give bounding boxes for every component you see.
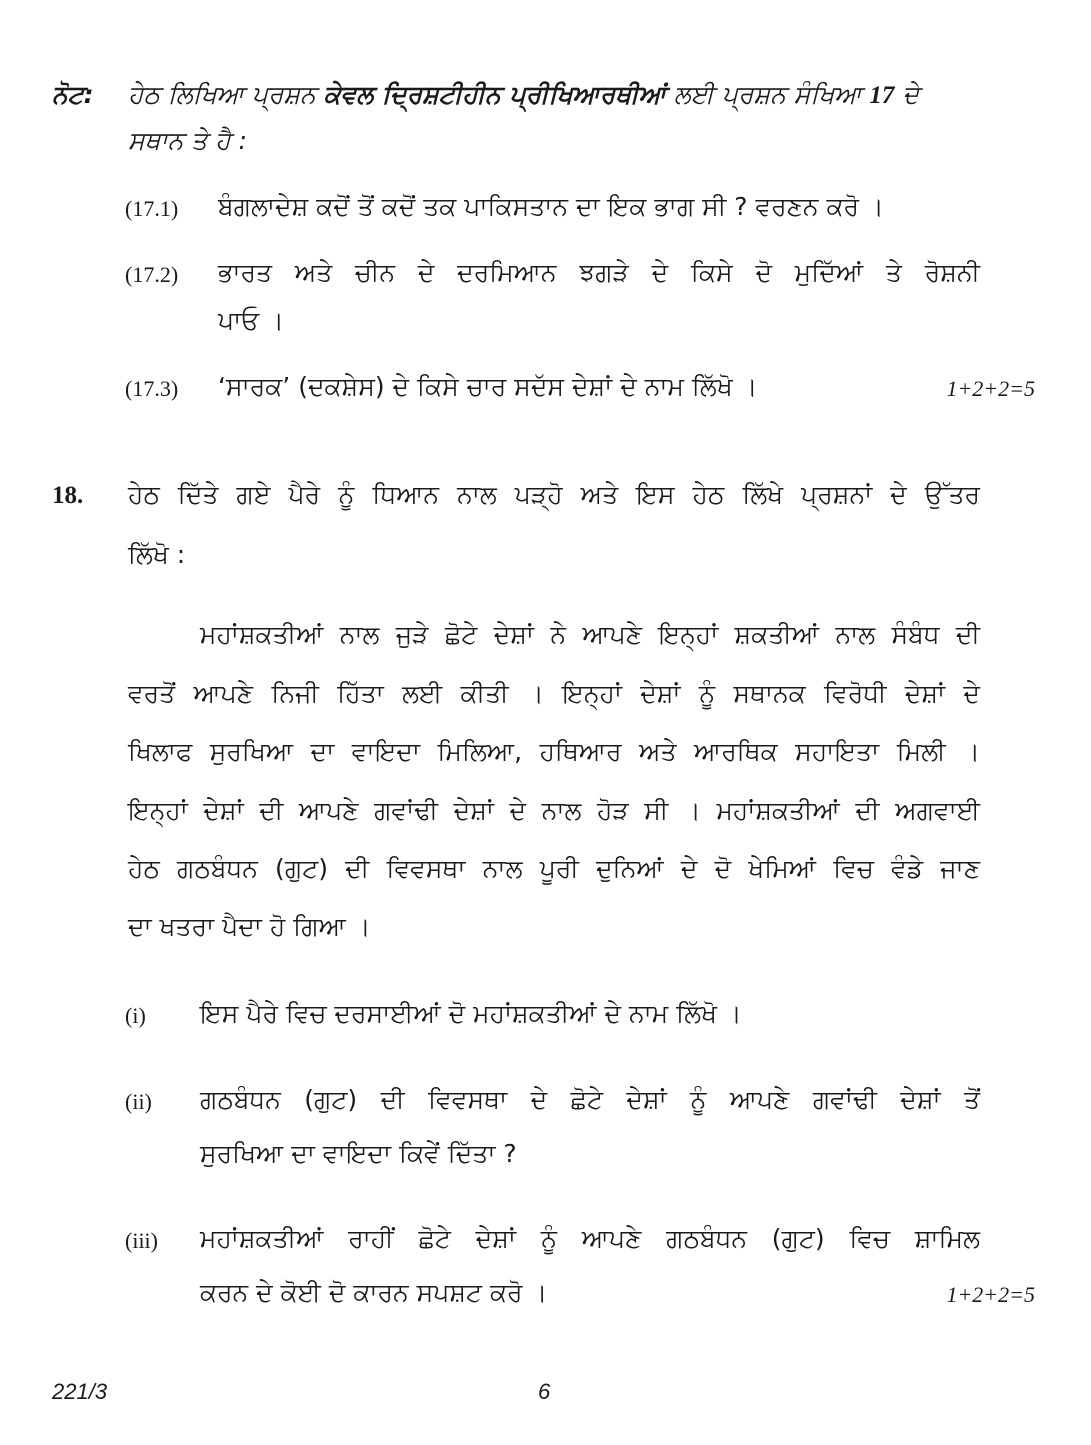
q18-number: 18. bbox=[52, 482, 84, 509]
passage-line-6: ਦਾ ਖਤਰਾ ਪੈਦਾ ਹੋ ਗਿਆ । bbox=[128, 912, 371, 941]
q17-2-text-line-2: ਪਾਓ । bbox=[218, 306, 284, 335]
paper-code: 221/3 bbox=[52, 1379, 108, 1404]
q18-i-number: (i) bbox=[125, 1003, 146, 1028]
note-text-end: ਲਈ ਪ੍ਰਸ਼ਨ ਸੰਖਿਆ bbox=[673, 80, 862, 109]
note-text-bold: ਕੇਵਲ ਦ੍ਰਿਸ਼ਟੀਹੀਨ ਪ੍ਰੀਖਿਆਰਥੀਆਂ bbox=[323, 80, 666, 109]
q18-ii-text-line-1: ਗਠਬੰਧਨ (ਗੁਟ) ਦੀ ਵਿਵਸਥਾ ਦੇ ਛੋਟੇ ਦੇਸ਼ਾਂ ਨੂੰ ਆਪਣੇ ਗਵਾਂਢੀ ਦੇਸ਼ਾਂ ਤੋਂ bbox=[200, 1085, 980, 1114]
q17-2-number: (17.2) bbox=[125, 262, 179, 287]
passage-line-4: ਇਨ੍ਹਾਂ ਦੇਸ਼ਾਂ ਦੀ ਆਪਣੇ ਗਵਾਂਢੀ ਦੇਸ਼ਾਂ ਦੇ ਨਾਲ ਹੋੜ ਸੀ । ਮਹਾਂਸ਼ਕਤੀਆਂ ਦੀ ਅਗਵਾਈ bbox=[128, 796, 980, 825]
q18-marks: 1+2+2=5 bbox=[946, 1282, 1035, 1307]
q17-1-number: (17.1) bbox=[125, 196, 179, 221]
note-label: ਨੋਟ: bbox=[52, 80, 94, 109]
passage-line-3: ਖਿਲਾਫ ਸੁਰਖਿਆ ਦਾ ਵਾਇਦਾ ਮਿਲਿਆ, ਹਥਿਆਰ ਅਤੇ ਆਰਥਿਕ ਸਹਾਇਤਾ ਮਿਲੀ । bbox=[128, 737, 980, 766]
note-text-tail: ਦੇ bbox=[902, 80, 919, 109]
q17-2-text-line-1: ਭਾਰਤ ਅਤੇ ਚੀਨ ਦੇ ਦਰਮਿਆਨ ਝਗੜੇ ਦੇ ਕਿਸੇ ਦੋ ਮੁਦਿੱਆਂ ਤੇ ਰੋਸ਼ਨੀ bbox=[218, 258, 980, 287]
q18-i-text: ਇਸ ਪੈਰੇ ਵਿਚ ਦਰਸਾਈਆਂ ਦੋ ਮਹਾਂਸ਼ਕਤੀਆਂ ਦੇ ਨਾਮ ਲਿੱਖੋ । bbox=[200, 999, 742, 1028]
note-line-2: ਸਥਾਨ ਤੇ ਹੈ : bbox=[128, 126, 247, 155]
note-text-start: ਹੇਠ ਲਿਖਿਆ ਪ੍ਰਸ਼ਨ bbox=[128, 80, 316, 109]
q17-3-number: (17.3) bbox=[125, 376, 179, 401]
note-line-1 bbox=[128, 80, 984, 111]
q18-ii-text-line-2: ਸੁਰਖਿਆ ਦਾ ਵਾਇਦਾ ਕਿਵੇਂ ਦਿੱਤਾ ? bbox=[200, 1139, 517, 1168]
note-question-number: 17 bbox=[869, 82, 895, 109]
passage-line-2: ਵਰਤੋਂ ਆਪਣੇ ਨਿਜੀ ਹਿੱਤਾ ਲਈ ਕੀਤੀ । ਇਨ੍ਹਾਂ ਦੇਸ਼ਾਂ ਨੂੰ ਸਥਾਨਕ ਵਿਰੋਧੀ ਦੇਸ਼ਾਂ ਦੇ bbox=[128, 679, 980, 708]
q17-1-text: ਬੰਗਲਾਦੇਸ਼ ਕਦੋਂ ਤੋਂ ਕਦੋਂ ਤਕ ਪਾਕਿਸਤਾਨ ਦਾ ਇਕ ਭਾਗ ਸੀ ? ਵਰਣਨ ਕਰੋ । bbox=[218, 192, 884, 221]
page-number: 6 bbox=[538, 1379, 551, 1404]
q18-instruction-line-1: ਹੇਠ ਦਿੱਤੇ ਗਏ ਪੈਰੇ ਨੂੰ ਧਿਆਨ ਨਾਲ ਪੜ੍ਹੋ ਅਤੇ ਇਸ ਹੇਠ ਲਿੱਖੇ ਪ੍ਰਸ਼ਨਾਂ ਦੇ ਉੱਤਰ bbox=[128, 480, 980, 509]
q18-iii-text-line-2: ਕਰਨ ਦੇ ਕੋਈ ਦੋ ਕਾਰਨ ਸਪਸ਼ਟ ਕਰੋ । bbox=[200, 1278, 548, 1307]
q17-3-text: ‘ਸਾਰਕ’ (ਦਕਸ਼ੇਸ) ਦੇ ਕਿਸੇ ਚਾਰ ਸਦੱਸ ਦੇਸ਼ਾਂ ਦੇ ਨਾਮ ਲਿੱਖੋ । bbox=[218, 372, 758, 401]
passage-line-1: ਮਹਾਂਸ਼ਕਤੀਆਂ ਨਾਲ ਜੁੜੇ ਛੋਟੇ ਦੇਸ਼ਾਂ ਨੇ ਆਪਣੇ ਇਨ੍ਹਾਂ ਸ਼ਕਤੀਆਂ ਨਾਲ ਸੰਬੰਧ ਦੀ bbox=[200, 620, 980, 649]
q18-iii-text-line-1: ਮਹਾਂਸ਼ਕਤੀਆਂ ਰਾਹੀਂ ਛੋਟੇ ਦੇਸ਼ਾਂ ਨੂੰ ਆਪਣੇ ਗਠਬੰਧਨ (ਗੁਟ) ਵਿਚ ਸ਼ਾਮਿਲ bbox=[200, 1224, 980, 1253]
q18-instruction-line-2: ਲਿੱਖੋ : bbox=[128, 540, 186, 569]
q18-iii-number: (iii) bbox=[125, 1228, 158, 1253]
q17-marks: 1+2+2=5 bbox=[946, 376, 1035, 401]
q18-ii-number: (ii) bbox=[125, 1089, 152, 1114]
passage-line-5: ਹੇਠ ਗਠਬੰਧਨ (ਗੁਟ) ਦੀ ਵਿਵਸਥਾ ਨਾਲ ਪੂਰੀ ਦੁਨਿਆਂ ਦੇ ਦੋ ਖੇਮਿਆਂ ਵਿਚ ਵੰਡੇ ਜਾਣ bbox=[128, 854, 980, 883]
